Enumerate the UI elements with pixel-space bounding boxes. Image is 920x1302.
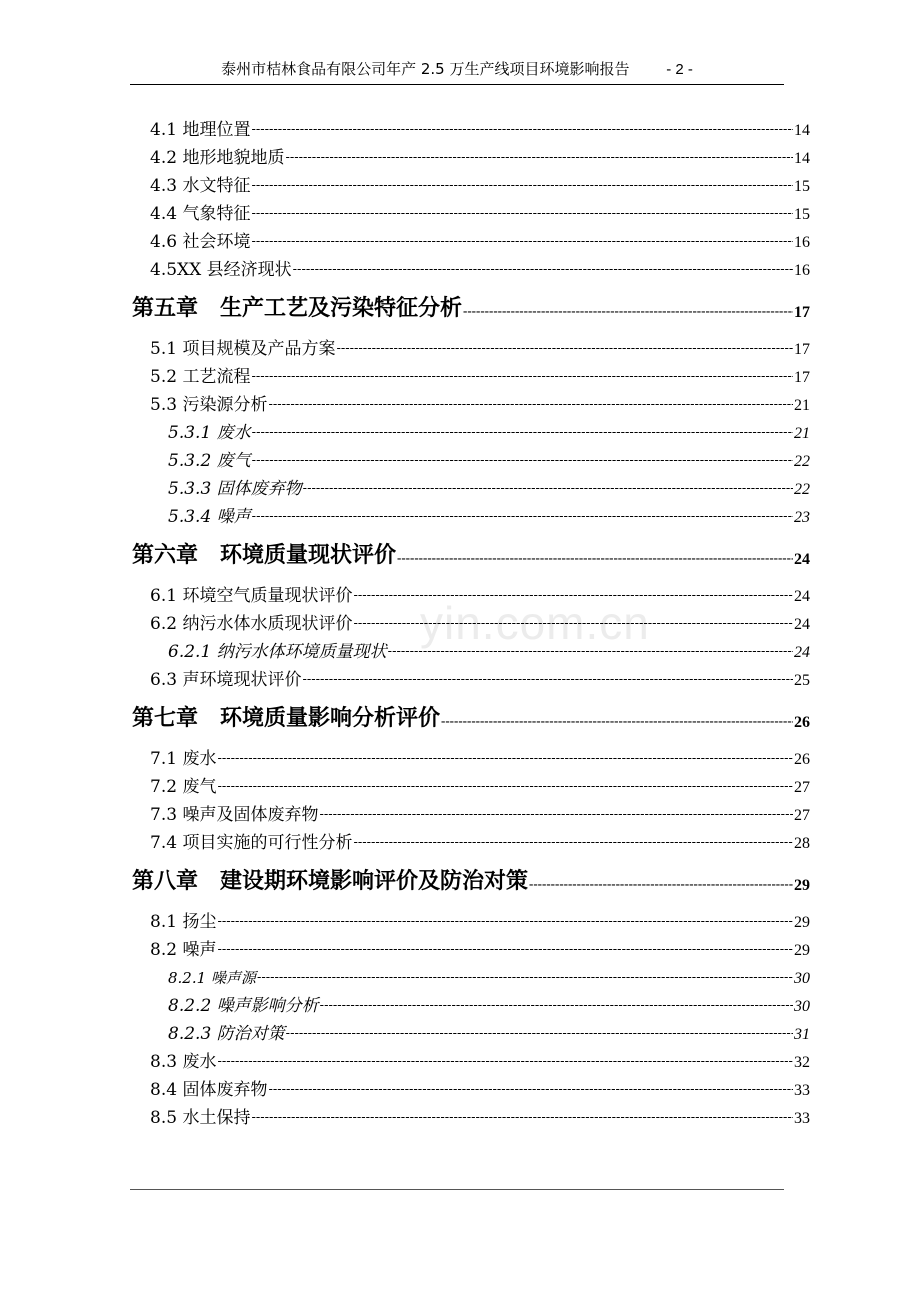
- toc-entry-page: 24: [794, 616, 810, 633]
- toc-entry[interactable]: [150, 608, 810, 634]
- toc-entry-title: 8.2.1 噪声源: [168, 969, 256, 987]
- toc-entry-page: 14: [794, 150, 810, 167]
- dot-leader: [286, 1024, 793, 1044]
- toc-entry[interactable]: [168, 417, 810, 443]
- dot-leader: [353, 833, 793, 853]
- toc-entry-page: 27: [794, 807, 810, 824]
- toc-entry-page: 14: [794, 122, 810, 139]
- dot-leader: [217, 777, 793, 797]
- toc-entry[interactable]: [168, 445, 810, 471]
- toc-entry[interactable]: [150, 361, 810, 387]
- dot-leader: [293, 260, 793, 280]
- toc-entry-page: 26: [794, 751, 810, 768]
- toc-entry-title: 8.2 噪声: [150, 940, 217, 960]
- document-title: 泰州市桔林食品有限公司年产 2.5 万生产线项目环境影响报告: [221, 60, 630, 78]
- toc-entry-title: 5.3.3 固体废弃物: [168, 479, 302, 499]
- dot-leader: [320, 996, 793, 1016]
- toc-entry[interactable]: [168, 636, 810, 662]
- toc-entry-title: 8.3 废水: [150, 1052, 217, 1072]
- toc-entry[interactable]: [150, 1046, 810, 1072]
- toc-entry-title: 4.6 社会环境: [150, 232, 251, 252]
- toc-entry[interactable]: [168, 501, 810, 527]
- toc-entry[interactable]: [150, 664, 810, 690]
- toc-entry-page: 17: [794, 304, 810, 321]
- toc-entry[interactable]: [150, 827, 810, 853]
- toc-entry[interactable]: [150, 226, 810, 252]
- toc-entry-page: 32: [794, 1054, 810, 1071]
- dot-leader: [353, 614, 793, 634]
- toc-entry[interactable]: [150, 114, 810, 140]
- dot-leader: [217, 912, 793, 932]
- toc-entry[interactable]: [168, 473, 810, 499]
- toc-entry-title: 8.1 扬尘: [150, 912, 217, 932]
- dot-leader: [251, 232, 793, 252]
- toc-entry-title: 8.2.3 防治对策: [168, 1024, 285, 1044]
- dot-leader: [388, 642, 793, 662]
- toc-entry-page: 24: [794, 551, 810, 568]
- toc-entry[interactable]: [150, 743, 810, 769]
- toc-entry[interactable]: [150, 906, 810, 932]
- dot-leader: [251, 204, 793, 224]
- toc-entry[interactable]: [168, 1018, 810, 1044]
- toc-entry[interactable]: [150, 198, 810, 224]
- dot-leader: [251, 176, 793, 196]
- toc-entry[interactable]: [150, 580, 810, 606]
- dot-leader: [302, 670, 793, 690]
- toc-entry-title: 5.3.1 废水: [168, 423, 251, 443]
- dot-leader: [252, 507, 793, 527]
- toc-entry-page: 27: [794, 779, 810, 796]
- toc-entry-title: 8.2.2 噪声影响分析: [168, 996, 319, 1016]
- toc-entry-page: 30: [794, 998, 810, 1015]
- page-number: - 2 -: [666, 61, 693, 78]
- toc-entry-page: 23: [794, 509, 810, 526]
- dot-leader: [251, 120, 793, 140]
- toc-entry[interactable]: [150, 934, 810, 960]
- toc-chapter-entry[interactable]: [132, 700, 810, 732]
- toc-entry-title: 第六章 环境质量现状评价: [132, 543, 397, 568]
- toc-entry-page: 30: [794, 970, 810, 987]
- toc-entry-title: 7.1 废水: [150, 749, 217, 769]
- toc-entry-page: 15: [794, 178, 810, 195]
- toc-entry[interactable]: [168, 962, 810, 988]
- toc-entry-title: 6.1 环境空气质量现状评价: [150, 586, 353, 606]
- dot-leader: [252, 451, 793, 471]
- dot-leader: [217, 1052, 793, 1072]
- dot-leader: [251, 1108, 793, 1128]
- dot-leader: [463, 300, 793, 322]
- toc-entry-page: 22: [794, 453, 810, 470]
- dot-leader: [336, 339, 793, 359]
- toc-entry-page: 29: [794, 942, 810, 959]
- dot-leader: [303, 479, 793, 499]
- footer-divider: [130, 1189, 784, 1190]
- toc-entry-title: 5.1 项目规模及产品方案: [150, 339, 336, 359]
- toc-entry-page: 24: [794, 588, 810, 605]
- dot-leader: [268, 395, 793, 415]
- toc-entry-page: 16: [794, 262, 810, 279]
- toc-entry-title: 4.5XX 县经济现状: [150, 260, 292, 280]
- dot-leader: [529, 873, 793, 895]
- toc-entry-title: 5.2 工艺流程: [150, 367, 251, 387]
- dot-leader: [353, 586, 793, 606]
- toc-entry-page: 17: [794, 341, 810, 358]
- toc-entry-title: 4.1 地理位置: [150, 120, 251, 140]
- dot-leader: [397, 547, 793, 569]
- toc-entry-title: 4.4 气象特征: [150, 204, 251, 224]
- dot-leader: [252, 423, 793, 443]
- toc-entry-page: 21: [794, 425, 810, 442]
- toc-entry[interactable]: [150, 170, 810, 196]
- toc-entry[interactable]: [150, 799, 810, 825]
- toc-entry-title: 4.3 水文特征: [150, 176, 251, 196]
- toc-entry-page: 33: [794, 1082, 810, 1099]
- toc-entry-page: 26: [794, 714, 810, 731]
- toc-entry-page: 31: [794, 1026, 810, 1043]
- toc-entry-page: 29: [794, 877, 810, 894]
- toc-entry-title: 7.2 废气: [150, 777, 217, 797]
- toc-entry-page: 21: [794, 397, 810, 414]
- dot-leader: [441, 710, 793, 732]
- toc-entry[interactable]: [150, 1102, 810, 1128]
- toc-entry-title: 第七章 环境质量影响分析评价: [132, 706, 441, 731]
- toc-entry-title: 5.3.4 噪声: [168, 507, 251, 527]
- toc-entry-title: 第八章 建设期环境影响评价及防治对策: [132, 869, 529, 894]
- watermark: yin.com.cn: [420, 597, 650, 649]
- toc-entry[interactable]: [150, 771, 810, 797]
- toc-entry[interactable]: [150, 389, 810, 415]
- toc-entry-page: 16: [794, 234, 810, 251]
- toc-entry-page: 15: [794, 206, 810, 223]
- toc-entry-title: 5.3.2 废气: [168, 451, 251, 471]
- toc-entry[interactable]: [150, 142, 810, 168]
- toc-chapter-entry[interactable]: [132, 863, 810, 895]
- dot-leader: [268, 1080, 793, 1100]
- dot-leader: [251, 367, 793, 387]
- toc-entry-page: 24: [794, 644, 810, 661]
- toc-entry-title: 第五章 生产工艺及污染特征分析: [132, 296, 463, 321]
- toc-entry-page: 25: [794, 672, 810, 689]
- dot-leader: [217, 940, 793, 960]
- dot-leader: [319, 805, 793, 825]
- dot-leader: [217, 749, 793, 769]
- toc-entry-page: 17: [794, 369, 810, 386]
- toc-chapter-entry[interactable]: [132, 290, 810, 322]
- dot-leader: [285, 148, 793, 168]
- toc-entry[interactable]: [168, 990, 810, 1016]
- toc-entry-title: 8.4 固体废弃物: [150, 1080, 268, 1100]
- toc-entry-page: 28: [794, 835, 810, 852]
- toc-entry-page: 22: [794, 481, 810, 498]
- toc-entry[interactable]: [150, 254, 810, 280]
- toc-entry-title: 8.5 水土保持: [150, 1108, 251, 1128]
- toc-entry-title: 5.3 污染源分析: [150, 395, 268, 415]
- toc-entry-page: 29: [794, 914, 810, 931]
- toc-entry-title: 6.2 纳污水体水质现状评价: [150, 614, 353, 634]
- toc-entry[interactable]: [150, 333, 810, 359]
- toc-chapter-entry[interactable]: [132, 537, 810, 569]
- toc-entry-title: 6.2.1 纳污水体环境质量现状: [168, 642, 387, 662]
- toc-entry-title: 6.3 声环境现状评价: [150, 670, 302, 690]
- toc-entry-page: 33: [794, 1110, 810, 1127]
- toc-entry[interactable]: [150, 1074, 810, 1100]
- toc-entry-title: 7.3 噪声及固体废弃物: [150, 805, 319, 825]
- toc-entry-title: 7.4 项目实施的可行性分析: [150, 833, 353, 853]
- dot-leader: [257, 968, 793, 988]
- toc-entry-title: 4.2 地形地貌地质: [150, 148, 285, 168]
